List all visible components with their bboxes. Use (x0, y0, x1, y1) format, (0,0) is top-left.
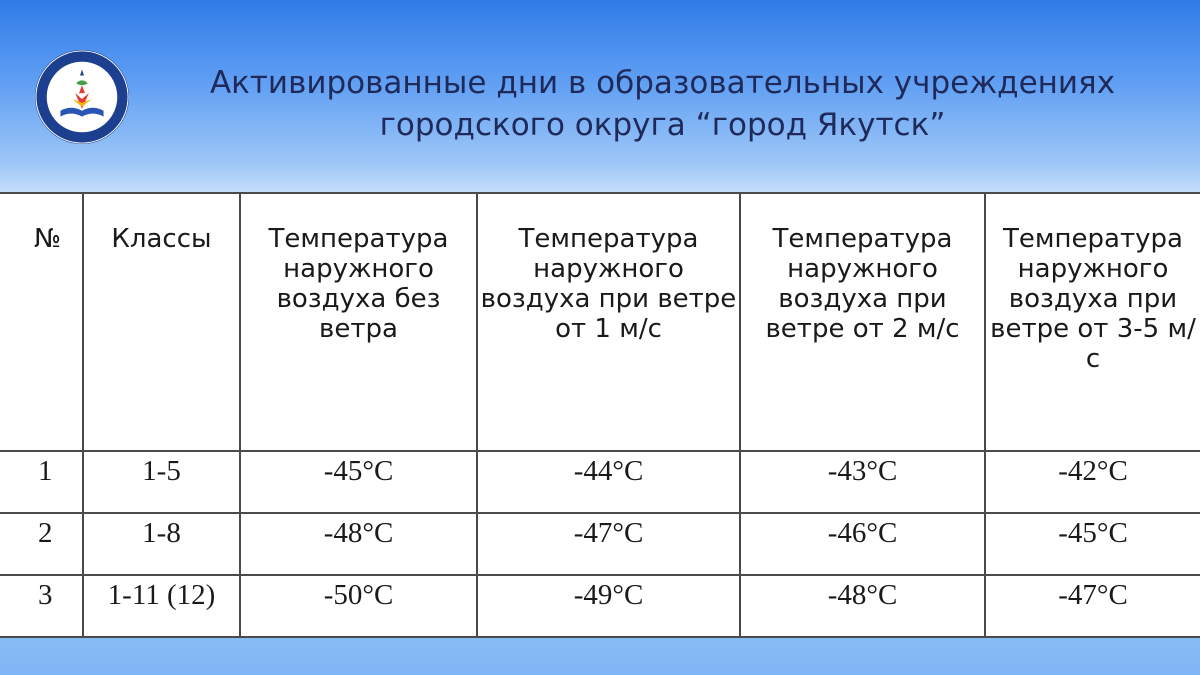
header-number: № (0, 193, 83, 451)
row-temp-wind-2: -43°С (740, 451, 985, 513)
table-row (0, 513, 1200, 575)
row-classes: 1-11 (12) (83, 575, 240, 637)
header-temp-wind-2: Температура наружного воздуха при ветре от 2 м/с (740, 193, 985, 451)
row-temp-wind-3-5: -47°С (985, 575, 1200, 637)
row-number: 2 (0, 513, 83, 575)
row-temp-wind-2: -46°С (740, 513, 985, 575)
row-number: 1 (0, 451, 83, 513)
education-department-logo (33, 48, 131, 146)
row-temp-wind-1: -49°С (477, 575, 740, 637)
page-title (150, 62, 1175, 146)
row-temp-wind-2: -48°С (740, 575, 985, 637)
table-row (0, 575, 1200, 637)
header-temp-no-wind: Температура наружного воздуха без ветра (240, 193, 477, 451)
header-temp-wind-3-5: Температура наружного воздуха при ветре от 3-5 м/с (985, 193, 1200, 451)
row-temp-wind-3-5: -42°С (985, 451, 1200, 513)
row-number: 3 (0, 575, 83, 637)
row-temp-no-wind: -45°С (240, 451, 477, 513)
header-classes: Классы (83, 193, 240, 451)
row-temp-wind-3-5: -45°С (985, 513, 1200, 575)
table-row (0, 451, 1200, 513)
header-temp-wind-1: Температура наружного воздуха при ветре от 1 м/с (477, 193, 740, 451)
row-temp-no-wind: -50°С (240, 575, 477, 637)
row-temp-wind-1: -44°С (477, 451, 740, 513)
row-temp-wind-1: -47°С (477, 513, 740, 575)
table-header-row (0, 193, 1200, 451)
row-classes: 1-5 (83, 451, 240, 513)
activated-days-table (0, 192, 1200, 638)
row-temp-no-wind: -48°С (240, 513, 477, 575)
row-classes: 1-8 (83, 513, 240, 575)
title-line-2: городского округа “город Якутск” (379, 107, 946, 143)
title-line-1: Активированные дни в образовательных учреждениях (209, 65, 1116, 101)
